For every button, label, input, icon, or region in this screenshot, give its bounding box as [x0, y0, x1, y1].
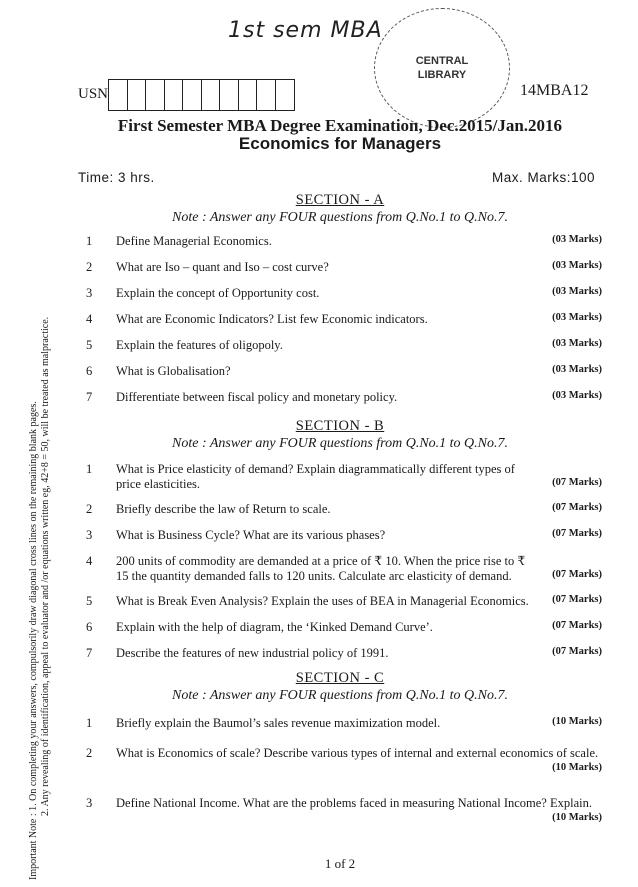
question-number: 1: [86, 716, 93, 730]
question-marks: (10 Marks): [552, 716, 602, 727]
question-row: [86, 312, 602, 338]
question-number: 5: [86, 338, 93, 352]
question-marks: (07 Marks): [552, 594, 602, 605]
stamp-line-2: LIBRARY: [417, 69, 467, 81]
question-text: Briefly explain the Baumol’s sales revenue maximization model.: [116, 716, 441, 730]
question-row: [86, 234, 602, 260]
exam-title: First Semester MBA Degree Examination, Dec.2015/Jan.2016: [117, 116, 563, 135]
question-row: [86, 390, 602, 416]
usn-boxes[interactable]: [108, 79, 295, 111]
question-number: 1: [86, 462, 93, 476]
question-text: Briefly describe the law of Return to scale.: [116, 502, 331, 516]
question-text: Define National Income. What are the problems faced in measuring National Income? Explain.: [116, 796, 592, 810]
question-text: Explain with the help of diagram, the ‘Kinked Demand Curve’.: [116, 620, 433, 634]
question-marks: (10 Marks): [552, 812, 602, 823]
usn-digit-box[interactable]: [165, 80, 184, 110]
question-text: Describe the features of new industrial policy of 1991.: [116, 646, 389, 660]
question-marks: (03 Marks): [552, 364, 602, 375]
usn-digit-box[interactable]: [257, 80, 276, 110]
usn-digit-box[interactable]: [128, 80, 147, 110]
question-row: [86, 646, 602, 672]
subject-title: Economics for Managers: [238, 134, 442, 153]
question-row: [86, 338, 602, 364]
section-c-note: Note : Answer any FOUR questions from Q.No.1 to Q.No.7.: [172, 688, 508, 703]
question-row: [86, 462, 602, 502]
question-row: [86, 364, 602, 390]
section-b-note: Note : Answer any FOUR questions from Q.No.1 to Q.No.7.: [172, 436, 508, 451]
usn-digit-box[interactable]: [239, 80, 258, 110]
question-row: [86, 746, 602, 796]
library-stamp: [374, 8, 510, 128]
question-marks: (03 Marks): [552, 312, 602, 323]
question-marks: (07 Marks): [552, 646, 602, 657]
question-text: What is Break Even Analysis? Explain the uses of BEA in Managerial Economics.: [116, 594, 529, 608]
time-allowed: Time: 3 hrs.: [78, 170, 155, 185]
section-c-questions: [86, 716, 602, 840]
question-marks: (07 Marks): [552, 620, 602, 631]
question-row: [86, 620, 602, 646]
usn-digit-box[interactable]: [183, 80, 202, 110]
side-note-line-1: Important Note : 1. On completing your answers, compulsorily draw diagonal cross lines on the remaining blank pages.: [28, 401, 39, 880]
question-marks: (03 Marks): [552, 234, 602, 245]
question-number: 7: [86, 390, 93, 404]
stamp-line-1: CENTRAL: [415, 55, 469, 67]
question-number: 3: [86, 796, 93, 810]
question-number: 2: [86, 502, 93, 516]
question-text: Explain the features of oligopoly.: [116, 338, 283, 352]
section-b-questions: [86, 462, 602, 672]
question-text: What is Economics of scale? Describe various types of internal and external economics of scale.: [116, 746, 599, 760]
question-number: 6: [86, 620, 93, 634]
question-row: [86, 502, 602, 528]
question-marks: (07 Marks): [552, 477, 602, 488]
question-number: 3: [86, 286, 93, 300]
question-number: 3: [86, 528, 93, 542]
question-row: [86, 260, 602, 286]
question-text: Define Managerial Economics.: [116, 234, 272, 248]
question-number: 2: [86, 746, 93, 760]
section-a-heading: SECTION - A: [295, 192, 385, 208]
usn-digit-box[interactable]: [276, 80, 295, 110]
question-row: [86, 796, 602, 840]
question-text: 200 units of commodity are demanded at a price of ₹ 10. When the price rise to ₹ 15 the quantity demanded falls to 120 units. Calculate arc elasticity of demand.: [116, 554, 526, 583]
question-row: [86, 528, 602, 554]
usn-digit-box[interactable]: [220, 80, 239, 110]
question-number: 4: [86, 554, 93, 568]
paper-code: 14MBA12: [520, 82, 589, 99]
side-note-line-2: 2. Any revealing of identification, appeal to evaluator and /or equations written eg, 42+8 = 50, will be treated as malpractice.: [40, 316, 51, 816]
question-number: 5: [86, 594, 93, 608]
question-text: What is Globalisation?: [116, 364, 231, 378]
section-a-questions: [86, 234, 602, 416]
question-marks: (03 Marks): [552, 390, 602, 401]
question-marks: (07 Marks): [552, 528, 602, 539]
question-marks: (03 Marks): [552, 338, 602, 349]
question-marks: (10 Marks): [552, 762, 602, 773]
question-marks: (03 Marks): [552, 260, 602, 271]
question-text: Differentiate between fiscal policy and monetary policy.: [116, 390, 398, 404]
question-marks: (07 Marks): [552, 502, 602, 513]
usn-digit-box[interactable]: [202, 80, 221, 110]
question-row: [86, 554, 602, 594]
usn-label: USN: [78, 86, 109, 102]
section-b-heading: SECTION - B: [295, 418, 385, 434]
question-text: What is Price elasticity of demand? Explain diagrammatically different types of price elasticities.: [116, 462, 515, 491]
question-number: 6: [86, 364, 93, 378]
question-number: 4: [86, 312, 93, 326]
question-number: 2: [86, 260, 93, 274]
question-text: What is Business Cycle? What are its various phases?: [116, 528, 386, 542]
question-marks: (07 Marks): [552, 569, 602, 580]
question-number: 7: [86, 646, 93, 660]
usn-digit-box[interactable]: [146, 80, 165, 110]
section-a-note: Note : Answer any FOUR questions from Q.No.1 to Q.No.7.: [172, 210, 508, 225]
max-marks: Max. Marks:100: [491, 170, 595, 185]
question-number: 1: [86, 234, 93, 248]
section-c-heading: SECTION - C: [295, 670, 385, 686]
question-row: [86, 594, 602, 620]
side-note: [0, 0, 60, 887]
usn-digit-box[interactable]: [109, 80, 128, 110]
question-row: [86, 286, 602, 312]
question-text: What are Iso – quant and Iso – cost curve?: [116, 260, 329, 274]
question-row: [86, 716, 602, 746]
question-text: Explain the concept of Opportunity cost.: [116, 286, 320, 300]
question-marks: (03 Marks): [552, 286, 602, 297]
handwritten-note: 1st sem MBA: [228, 18, 383, 43]
page-number: 1 of 2: [324, 856, 356, 871]
question-text: What are Economic Indicators? List few Economic indicators.: [116, 312, 428, 326]
